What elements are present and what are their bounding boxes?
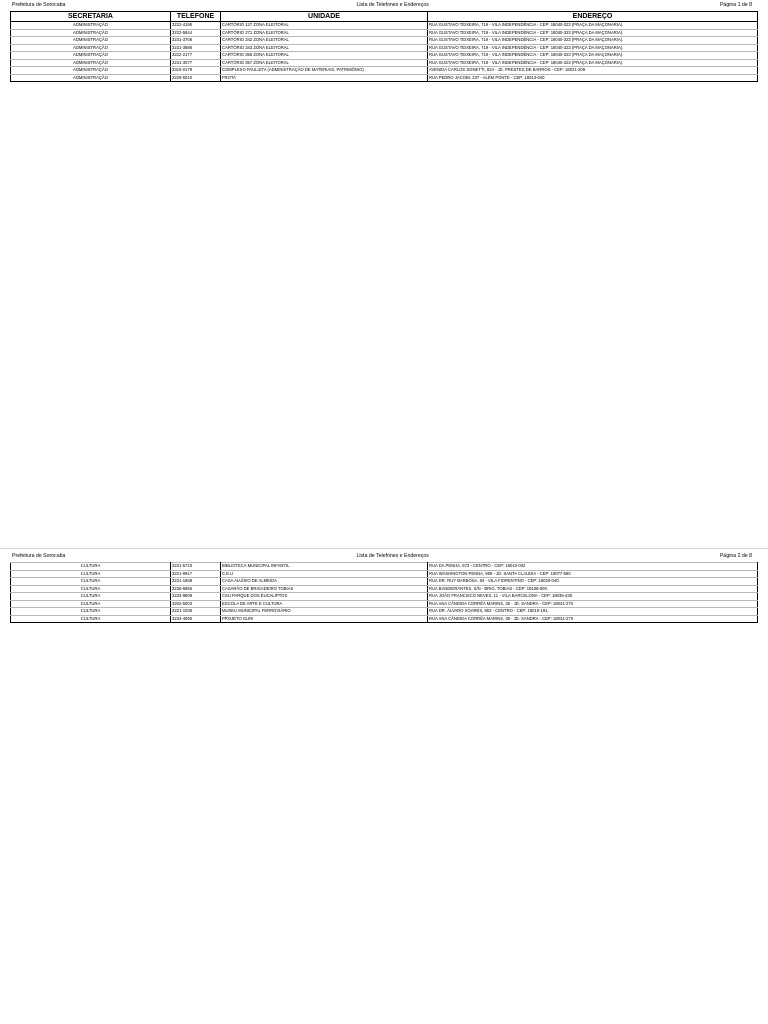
cell-secretaria: ADMINISTRAÇÃO xyxy=(11,44,171,52)
cell-endereco: RUA JOÃO FRANCISCO NEVES, 11 - VILA BARCELONA - CEP: 18035-430. xyxy=(428,593,758,601)
cell-secretaria: CULTURA xyxy=(11,563,171,571)
column-header-endereco: ENDEREÇO xyxy=(428,12,758,22)
cell-unidade: FROTA xyxy=(221,74,428,82)
cell-telefone: 3222-2177 xyxy=(171,52,221,60)
cell-endereco: RUA GUSTAVO TEIXEIRA, 719 - VILA INDEPENDÊNCIA - CEP: 18040-323 (PRAÇA DA MAÇONARIA). xyxy=(428,52,758,60)
table-row xyxy=(11,578,758,586)
cell-secretaria: CULTURA xyxy=(11,600,171,608)
cell-secretaria: CULTURA xyxy=(11,570,171,578)
cell-unidade: MUSEU MUNICIPAL FERROVIÁRIO xyxy=(221,608,428,616)
table-row xyxy=(11,52,758,60)
cell-unidade: PROJETO GURI xyxy=(221,615,428,623)
cell-unidade: C.E.U xyxy=(221,570,428,578)
cell-unidade: CSU PARQUE DOS EUCALIPTOS xyxy=(221,593,428,601)
column-header-unidade: UNIDADE xyxy=(221,12,428,22)
column-header-telefone: TELEFONE xyxy=(171,12,221,22)
cell-telefone: 3231-3077 xyxy=(171,59,221,67)
cell-telefone: 3221-1036 xyxy=(171,608,221,616)
cell-unidade: CARTÓRIO 343 ZONA ELEITORAL xyxy=(221,44,428,52)
cell-telefone: 3315-0179 xyxy=(171,67,221,75)
cell-unidade: CARTÓRIO 342 ZONA ELEITORAL xyxy=(221,37,428,45)
cell-secretaria: CULTURA xyxy=(11,593,171,601)
cell-telefone: 3236-6856 xyxy=(171,585,221,593)
cell-endereco: RUA GUSTAVO TEIXEIRA, 719 - VILA INDEPENDÊNCIA - CEP: 18040-323 (PRAÇA DA MAÇONARIA). xyxy=(428,37,758,45)
table-body xyxy=(11,563,758,623)
cell-telefone: 3222-5844 xyxy=(171,29,221,37)
table-row xyxy=(11,615,758,623)
cell-unidade: BIBLIOTECA MUNICIPAL INFANTIL xyxy=(221,563,428,571)
cell-secretaria: ADMINISTRAÇÃO xyxy=(11,59,171,67)
header-title: Lista de Telefones e Endereços xyxy=(356,553,429,559)
table-row xyxy=(11,67,758,75)
cell-endereco: RUA WASHINGTON PENNA, 969 - JD. SANTA CLAUDIA - CEP: 18077-580 xyxy=(428,570,758,578)
table-row xyxy=(11,44,758,52)
cell-unidade: CASA ALUÍSIO DE ALMEIDA xyxy=(221,578,428,586)
cell-unidade: CASARÃO DE BRIGADEIRO TOBIAS xyxy=(221,585,428,593)
cell-secretaria: ADMINISTRAÇÃO xyxy=(11,22,171,30)
cell-endereco: RUA ANA CÂNDIDA CORRÊA MARINS, 35 - JD. SANDRA - CEP: 18031-270 xyxy=(428,600,758,608)
cell-endereco: RUA GUSTAVO TEIXEIRA, 719 - VILA INDEPENDÊNCIA - CEP: 18040-323 (PRAÇA DA MAÇONARIA). xyxy=(428,59,758,67)
table-row xyxy=(11,593,758,601)
cell-secretaria: ADMINISTRAÇÃO xyxy=(11,74,171,82)
column-header-secretaria: SECRETARIA xyxy=(11,12,171,22)
cell-telefone: 3231-5723 xyxy=(171,563,221,571)
table-row xyxy=(11,585,758,593)
cell-endereco: RUA GUSTAVO TEIXEIRA, 719 - VILA INDEPENDÊNCIA - CEP: 18040-323 (PRAÇA DA MAÇONARIA). xyxy=(428,29,758,37)
cell-secretaria: CULTURA xyxy=(11,578,171,586)
cell-endereco: RUA GUSTAVO TEIXEIRA, 719 - VILA INDEPENDÊNCIA - CEP: 18040-323 (PRAÇA DA MAÇONARIA). xyxy=(428,44,758,52)
cell-unidade: CARTÓRIO 357 ZONA ELEITORAL xyxy=(221,59,428,67)
header-page-number: Página 1 de 8 xyxy=(719,2,752,8)
cell-telefone: 2229-5010 xyxy=(171,74,221,82)
cell-telefone: 3233-9809 xyxy=(171,593,221,601)
table-row xyxy=(11,22,758,30)
table-row xyxy=(11,608,758,616)
cell-secretaria: ADMINISTRAÇÃO xyxy=(11,67,171,75)
table-row xyxy=(11,29,758,37)
cell-secretaria: CULTURA xyxy=(11,608,171,616)
cell-telefone: 3202-5003 xyxy=(171,600,221,608)
header-page-number: Página 2 de 8 xyxy=(719,553,752,559)
table-row xyxy=(11,600,758,608)
cell-secretaria: CULTURA xyxy=(11,615,171,623)
cell-telefone: 3221-9917 xyxy=(171,570,221,578)
cell-telefone: 3231-3706 xyxy=(171,37,221,45)
cell-endereco: RUA DR. ÁLVARO SOARES, 553 - CENTRO - CEP: 18010-191. xyxy=(428,608,758,616)
table-row xyxy=(11,563,758,571)
cell-endereco: RUA PEDRO JACOBI, 237 - ALÉM PONTE - CEP: 18013-040 xyxy=(428,74,758,82)
table-row xyxy=(11,37,758,45)
cell-endereco: RUA ANA CÂNDIDA CORRÊA MARINS, 35 - JD. SANDRA - CEP: 18031-270 xyxy=(428,615,758,623)
header-organization: Prefeitura de Sorocaba xyxy=(12,553,66,559)
header-organization: Prefeitura de Sorocaba xyxy=(12,2,66,8)
cell-unidade: CARTÓRIO 271 ZONA ELEITORAL xyxy=(221,29,428,37)
cell-endereco: RUA DA PENHA, 673 - CENTRO - CEP: 18010-002 xyxy=(428,563,758,571)
cell-unidade: CARTÓRIO 356 ZONA ELEITORAL xyxy=(221,52,428,60)
cell-secretaria: ADMINISTRAÇÃO xyxy=(11,29,171,37)
table-header-row xyxy=(11,12,758,22)
cell-telefone: 3222-4195 xyxy=(171,22,221,30)
table-body xyxy=(11,22,758,82)
cell-endereco: RUA GUSTAVO TEIXEIRA, 719 - VILA INDEPENDÊNCIA - CEP: 18040-323 (PRAÇA DA MAÇONARIA). xyxy=(428,22,758,30)
table-row xyxy=(11,59,758,67)
table-row xyxy=(11,570,758,578)
cell-telefone: 3233-4065 xyxy=(171,615,221,623)
cell-unidade: CARTÓRIO 137 ZONA ELEITORAL xyxy=(221,22,428,30)
cell-secretaria: ADMINISTRAÇÃO xyxy=(11,52,171,60)
phone-directory-table xyxy=(10,11,758,82)
cell-telefone: 3231-3686 xyxy=(171,44,221,52)
table-row xyxy=(11,74,758,82)
cell-endereco: AVENIDA CARLOS SONETTI, 824 - JD. PRESTES DE BARROS - CEP: 18021-209 xyxy=(428,67,758,75)
header-title: Lista de Telefones e Endereços xyxy=(356,2,429,8)
document-page-2 xyxy=(0,548,768,1024)
page-header xyxy=(12,553,752,561)
phone-directory-table xyxy=(10,562,758,623)
cell-secretaria: CULTURA xyxy=(11,585,171,593)
cell-endereco: RUA BANDEIRANTES, S/N - BRIG. TOBIAS - CEP: 18108-000. xyxy=(428,585,758,593)
cell-unidade: COMPLEXO PAULISTA (ADMINISTRAÇÃO DE MATERIAIS, PATRIMÔNIO) xyxy=(221,67,428,75)
page-header xyxy=(12,2,752,10)
cell-secretaria: ADMINISTRAÇÃO xyxy=(11,37,171,45)
cell-unidade: ESCOLA DE ARTE E CULTURA xyxy=(221,600,428,608)
cell-telefone: 3231-1668 xyxy=(171,578,221,586)
cell-endereco: RUA DR. RUY BARBOSA, 84 - VILA FIORENTINO - CEP: 18020-040. xyxy=(428,578,758,586)
